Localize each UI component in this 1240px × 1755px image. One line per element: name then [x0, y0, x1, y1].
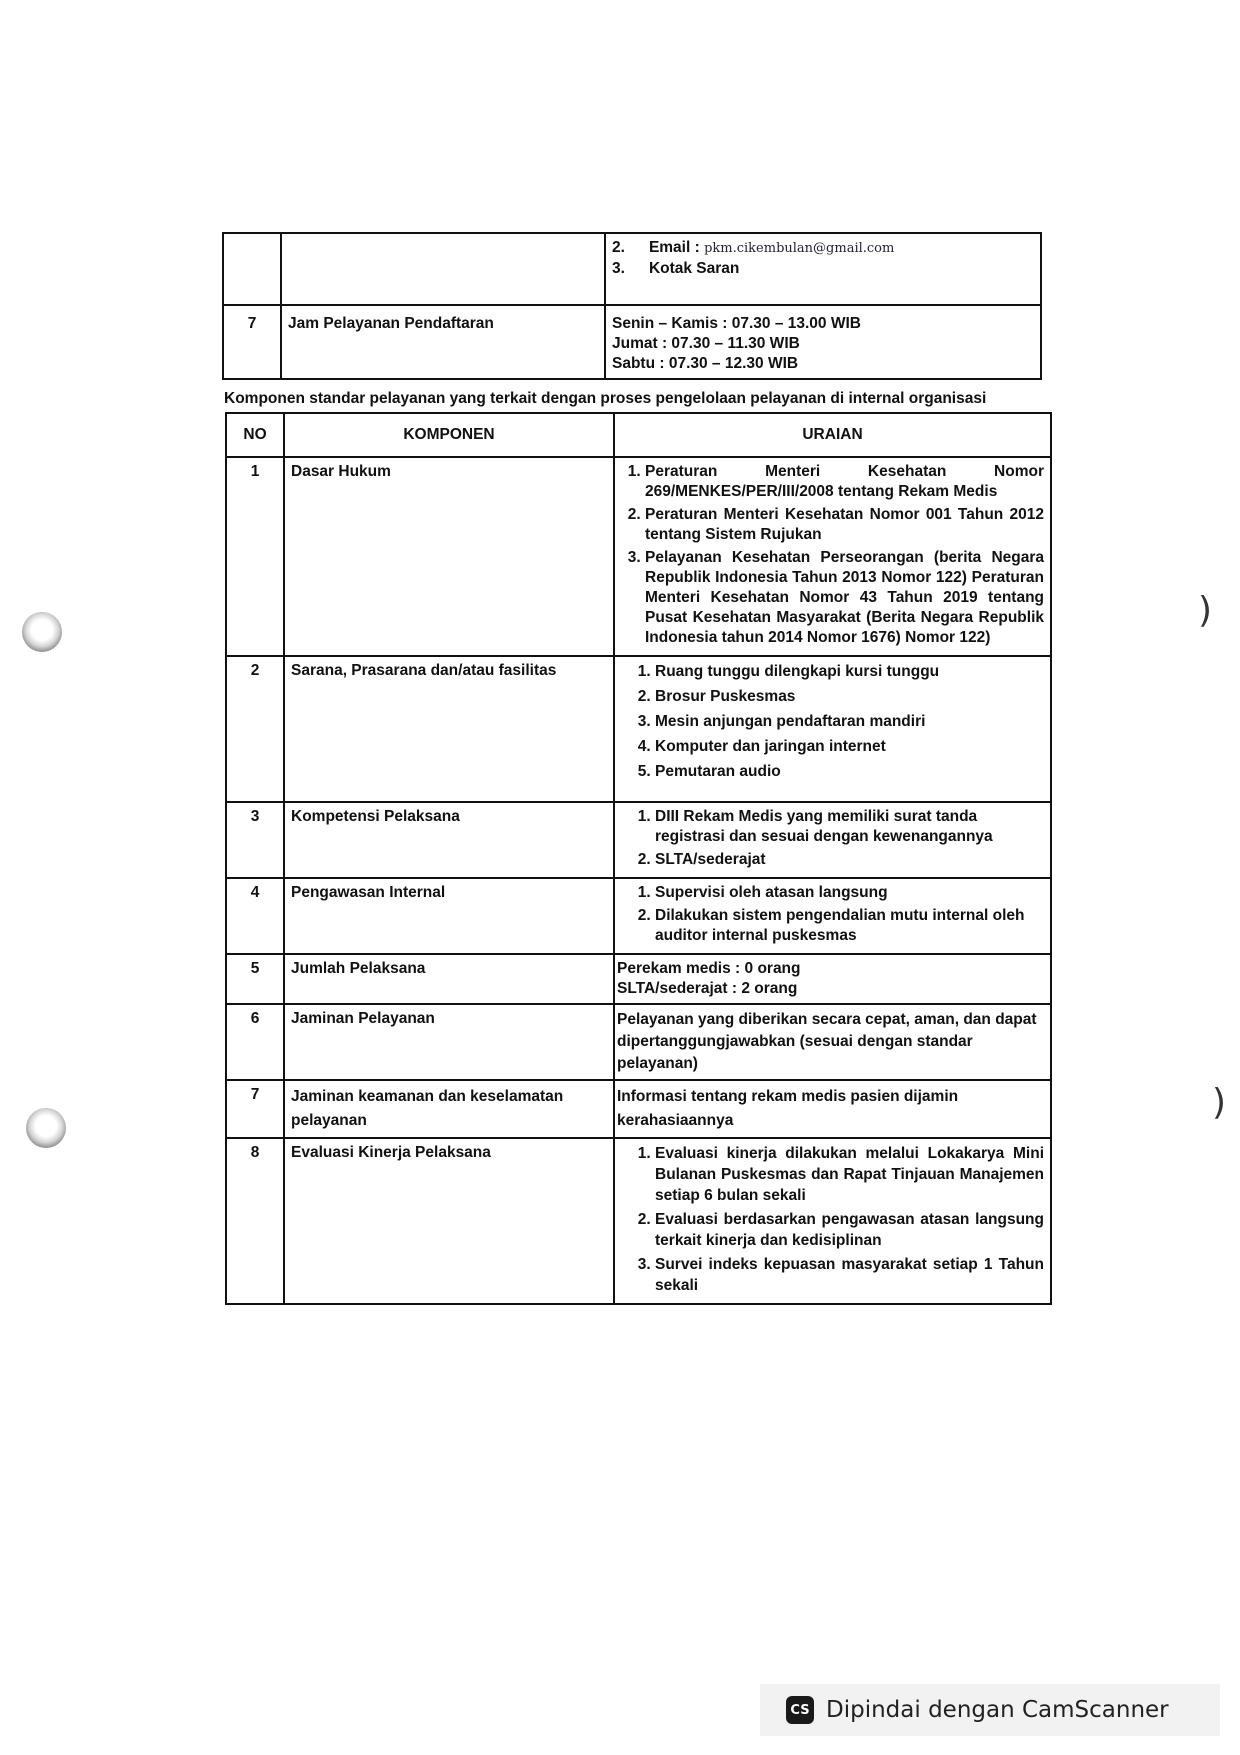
table-row — [223, 305, 1041, 379]
table-row — [223, 233, 1041, 305]
uraian-cell — [605, 233, 1041, 305]
table-internal-standards — [225, 412, 1052, 1305]
list-item: 1. Ruang tunggu dilengkapi kursi tunggu — [655, 661, 1044, 683]
punch-hole-bottom — [26, 1108, 66, 1148]
uraian-cell: Senin – Kamis : 07.30 – 13.00 WIB Jumat : 07.30 – 11.30 WIB Sabtu : 07.30 – 12.30 WIB — [605, 305, 1041, 379]
list-item: 2. Evaluasi berdasarkan pengawasan atasan langsung terkait kinerja dan kedisiplinan — [655, 1209, 1044, 1251]
table-row: 7 Jaminan keamanan dan keselamatan pelayanan Informasi tentang rekam medis pasien dijamin kerahasiaannya — [226, 1080, 1051, 1138]
header-no: NO — [226, 413, 284, 457]
list-item: 1. DIII Rekam Medis yang memiliki surat tanda registrasi dan sesuai dengan kewenangannya — [655, 807, 1044, 847]
camscanner-logo-icon: CS — [786, 1696, 814, 1724]
row-number: 7 — [223, 305, 281, 379]
list-item: 3. Mesin anjungan pendaftaran mandiri — [655, 711, 1044, 733]
komponen-cell: Jam Pelayanan Pendaftaran — [281, 305, 605, 379]
list-item: 1. Supervisi oleh atasan langsung — [655, 883, 1044, 903]
table-row: 5 Jumlah Pelaksana Perekam medis : 0 orang SLTA/sederajat : 2 orang — [226, 954, 1051, 1004]
table-row: 1 Dasar Hukum 1. Peraturan Menteri Kesehatan Nomor 269/MENKES/PER/III/2008 tentang Rekam Medis 2. Peraturan Menteri Kesehatan Nomor 001 Tahun 2012 tentang Sistem Rujukan 3. Pelayanan Kesehatan Perseorangan (berita Negara Republik Indonesia Tahun 2013 Nomor 122) Peraturan Menteri Kesehatan Nomor 43 Tahun 2019 tentang Pusat Kesehatan Masyarakat (Berita Negara Republik Indonesia tahun 2014 Nomor 1676) Nomor 122) — [226, 457, 1051, 656]
list-item: 3. Pelayanan Kesehatan Perseorangan (berita Negara Republik Indonesia Tahun 2013 Nomor 122) Peraturan Menteri Kesehatan Nomor 43 Tahun 2019 tentang Pusat Kesehatan Masyarakat (Berita Negara Republik Indonesia tahun 2014 Nomor 1676) Nomor 122) — [645, 548, 1044, 648]
camscanner-watermark — [760, 1684, 1220, 1736]
list-item: 1. Evaluasi kinerja dilakukan melalui Lokakarya Mini Bulanan Puskesmas dan Rapat Tinjauan Manajemen setiap 6 bulan sekali — [655, 1143, 1044, 1206]
list-item: 2. Dilakukan sistem pengendalian mutu internal oleh auditor internal puskesmas — [655, 906, 1044, 946]
table-row: 6 Jaminan Pelayanan Pelayanan yang diberikan secara cepat, aman, dan dapat dipertanggungjawabkan (sesuai dengan standar pelayanan) — [226, 1004, 1051, 1080]
list-item: 3. Survei indeks kepuasan masyarakat setiap 1 Tahun sekali — [655, 1254, 1044, 1296]
table-caption: Komponen standar pelayanan yang terkait dengan proses pengelolaan pelayanan di internal organisasi — [224, 390, 987, 407]
edge-mark-bottom: ) — [1212, 1082, 1227, 1123]
list-item: 2. SLTA/sederajat — [655, 850, 1044, 870]
table-header-row — [226, 413, 1051, 457]
header-komponen: KOMPONEN — [284, 413, 614, 457]
list-item: 2. Email : pkm.cikembulan@gmail.com — [612, 239, 895, 256]
punch-hole-top — [22, 612, 62, 652]
list-item: 1. Peraturan Menteri Kesehatan Nomor 269/MENKES/PER/III/2008 tentang Rekam Medis — [645, 462, 1044, 502]
list-item: 2. Peraturan Menteri Kesehatan Nomor 001 Tahun 2012 tentang Sistem Rujukan — [645, 505, 1044, 545]
table-row: 8 Evaluasi Kinerja Pelaksana 1. Evaluasi kinerja dilakukan melalui Lokakarya Mini Bulanan Puskesmas dan Rapat Tinjauan Manajemen setiap 6 bulan sekali 2. Evaluasi berdasarkan pengawasan atasan langsung terkait kinerja dan kedisiplinan 3. Survei indeks kepuasan masyarakat setiap 1 Tahun sekali — [226, 1138, 1051, 1304]
list-item: 5. Pemutaran audio — [655, 761, 1044, 783]
watermark-text: Dipindai dengan CamScanner — [826, 1697, 1169, 1723]
table-row: 2 Sarana, Prasarana dan/atau fasilitas 1. Ruang tunggu dilengkapi kursi tunggu 2. Brosur Puskesmas 3. Mesin anjungan pendaftaran mandiri 4. Komputer dan jaringan internet 5. Pemutaran audio — [226, 656, 1051, 802]
table-row: 4 Pengawasan Internal 1. Supervisi oleh atasan langsung 2. Dilakukan sistem pengendalian mutu internal oleh auditor internal puskesmas — [226, 878, 1051, 954]
list-item: 4. Komputer dan jaringan internet — [655, 736, 1044, 758]
header-uraian: URAIAN — [614, 413, 1051, 457]
table-previous-continuation — [222, 232, 1042, 380]
email-link[interactable]: pkm.cikembulan@gmail.com — [704, 241, 895, 256]
list-item: 3. Kotak Saran — [612, 260, 740, 277]
table-row: 3 Kompetensi Pelaksana 1. DIII Rekam Medis yang memiliki surat tanda registrasi dan sesuai dengan kewenangannya 2. SLTA/sederajat — [226, 802, 1051, 878]
edge-mark-top: ) — [1198, 590, 1213, 631]
list-item: 2. Brosur Puskesmas — [655, 686, 1044, 708]
